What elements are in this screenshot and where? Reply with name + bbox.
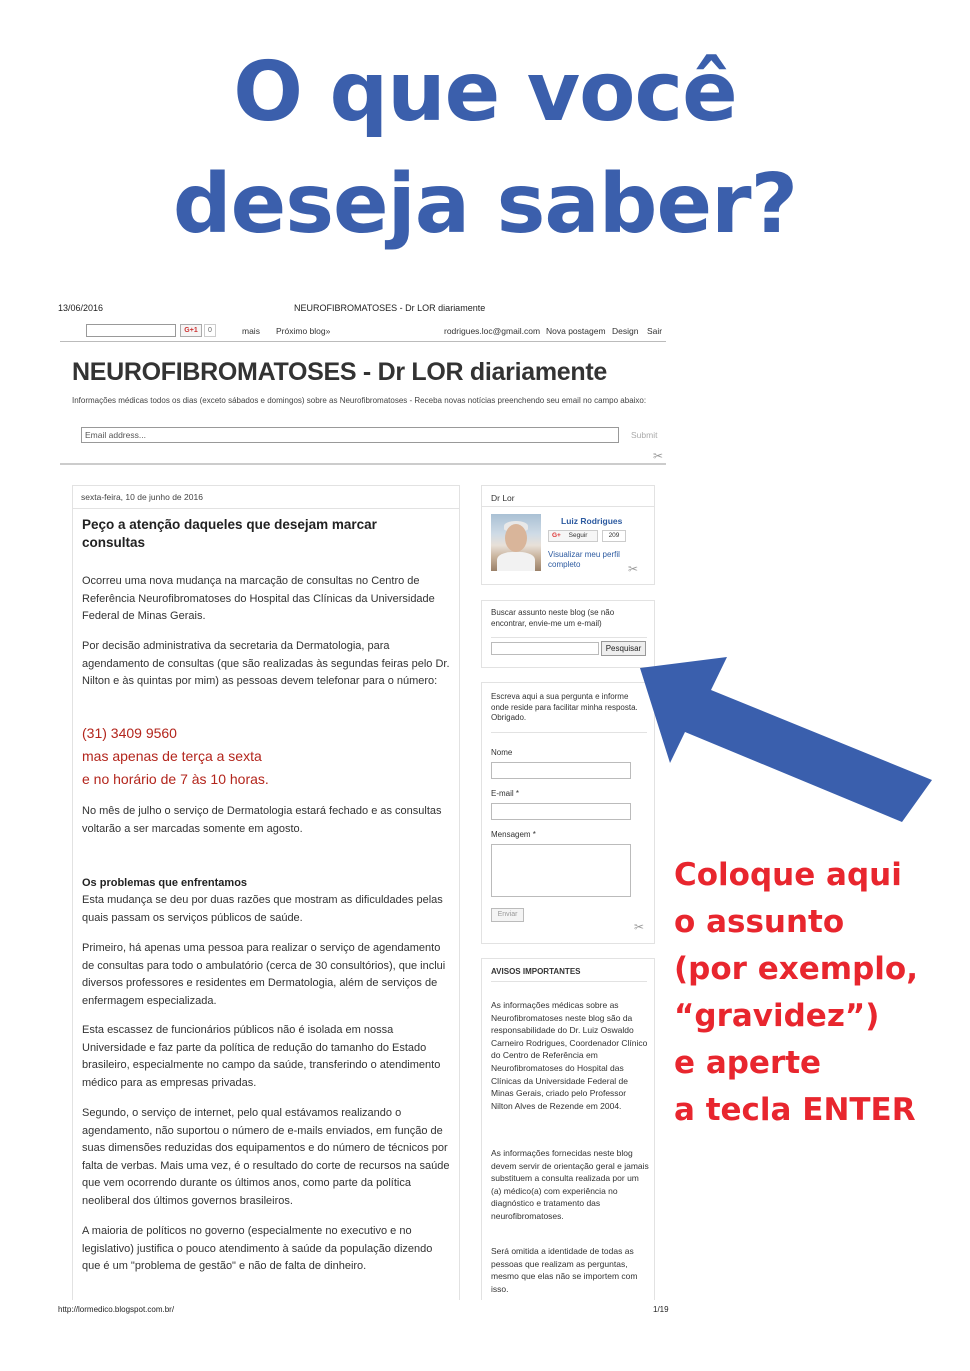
blog-title[interactable]: NEUROFIBROMATOSES - Dr LOR diariamente xyxy=(72,358,607,386)
notices-title: AVISOS IMPORTANTES xyxy=(491,967,581,976)
email-subscribe-input[interactable]: Email address... xyxy=(81,427,619,443)
headline-line-1: O que você xyxy=(233,45,737,140)
blog-description: Informações médicas todos os dias (exceto sábados e domingos) sobre as Neurofibromatoses - Receba novas notícias preenchendo seu email no campo abaixo: xyxy=(72,396,647,405)
email-label: E-mail * xyxy=(491,789,520,798)
contact-divider xyxy=(491,732,647,733)
view-profile-link[interactable]: Visualizar meu perfil completo xyxy=(548,550,620,569)
send-button[interactable]: Enviar xyxy=(491,908,524,922)
gplus-count: 0 xyxy=(204,324,216,337)
post-paragraph-7: Segundo, o serviço de internet, pelo qual estávamos realizando o agendamento, não suportou o número de e-mails enviados, em função de suas dimensões reduzidas dos equipamentos e do número de técnicos por falta de verbas. Mais uma vez, é o resultado do corte de recursos na saúde que vem ocorrendo durante os últimos anos, como parte da política neoliberal dos últimos governos brasileiros. xyxy=(82,1107,450,1207)
blog-post xyxy=(72,485,460,1300)
email-submit-button[interactable]: Submit xyxy=(631,430,658,440)
post-phone-days: mas apenas de terça a sexta xyxy=(82,748,262,764)
header-divider xyxy=(60,463,666,465)
follow-label: Seguir xyxy=(568,532,588,539)
navbar-search-input[interactable] xyxy=(86,324,176,337)
post-phone-hours: e no horário de 7 às 10 horas. xyxy=(82,771,269,787)
gplus-icon: G+ xyxy=(552,532,561,539)
post-paragraph-4: Esta mudança se deu por duas razões que mostram as dificuldades pelas quais passam os serviços públicos de saúde. xyxy=(82,894,443,924)
profile-widget-title: Dr Lor xyxy=(491,493,515,503)
callout-line-3: (por exemplo, xyxy=(674,951,918,987)
profile-widget xyxy=(481,485,655,585)
logout-link[interactable]: Sair xyxy=(647,326,663,336)
search-button[interactable]: Pesquisar xyxy=(601,641,646,656)
print-date: 13/06/2016 xyxy=(58,303,104,313)
wrench-screwdriver-icon[interactable]: ✂ xyxy=(653,449,664,463)
avatar[interactable] xyxy=(491,514,541,571)
notice-1: As informações médicas sobre as Neurofibromatoses neste blog são da responsabilidade do Dr. Luiz Oswaldo Carneiro Rodrigues, Coordenador Clínico do Centro de Referência em Neurofibromatoses do Hospital das Clínicas da Universidade Federal de Minas Gerais, criado pelo Professor Nilton Alves de Rezende em 2004. xyxy=(491,1000,648,1111)
headline-line-2: deseja saber? xyxy=(172,157,798,252)
name-label: Nome xyxy=(491,748,513,757)
footer-url: http://lormedico.blogspot.com.br/ xyxy=(58,1305,175,1314)
post-date: sexta-feira, 10 de junho de 2016 xyxy=(81,492,203,502)
notice-3: Será omitida a identidade de todas as pessoas que realizam as perguntas, mesmo que elas não se importem com isso. xyxy=(491,1246,638,1294)
wrench-screwdriver-icon[interactable]: ✂ xyxy=(628,562,639,576)
callout-instruction xyxy=(674,852,918,1134)
post-subheading: Os problemas que enfrentamos xyxy=(82,877,248,889)
contact-intro: Escreva aqui a sua pergunta e informe onde reside para facilitar minha resposta. Obrigado. xyxy=(491,692,638,722)
message-field[interactable] xyxy=(491,844,631,897)
footer-page-number: 1/19 xyxy=(653,1305,669,1314)
search-widget-label: Buscar assunto neste blog (se não encontrar, envie-me um e-mail) xyxy=(491,608,615,628)
message-label: Mensagem * xyxy=(491,830,536,839)
post-paragraph-8: A maioria de políticos no governo (especialmente no executivo e no legislativo) justifica o pouco atendimento à saúde da população dizendo que é um "problema de gestão" e não de falta de dinheiro. xyxy=(82,1225,433,1272)
wrench-screwdriver-icon[interactable]: ✂ xyxy=(634,920,645,934)
gplus-button[interactable]: G+1 xyxy=(180,324,202,337)
notice-2: As informações fornecidas neste blog devem servir de orientação geral e jamais substituem a consulta realizada por um (a) médico(a) com experiência no diagnóstico e tratamento das neurofibromatoses. xyxy=(491,1148,649,1221)
email-field[interactable] xyxy=(491,803,631,820)
design-link[interactable]: Design xyxy=(612,326,639,336)
name-field[interactable] xyxy=(491,762,631,779)
post-paragraph-2: Por decisão administrativa da secretaria da Dermatologia, para agendamento de consultas (que são realizadas às segundas feiras pelo Dr. Nilton e às quintas por mim) as pessoas devem telefonar para o número: xyxy=(82,640,450,687)
navbar-divider xyxy=(60,341,666,342)
post-title[interactable]: Peço a atenção daqueles que desejam marcar consultas xyxy=(82,517,377,550)
profile-divider xyxy=(482,506,654,507)
post-phone: (31) 3409 9560 xyxy=(82,725,177,741)
blog-search-input[interactable] xyxy=(491,642,599,655)
next-blog-link[interactable]: Próximo blog» xyxy=(276,326,331,336)
notices-widget xyxy=(481,958,655,1300)
follower-count: 209 xyxy=(602,530,626,542)
callout-line-4: “gravidez”) xyxy=(674,998,880,1034)
account-email: rodrigues.loc@gmail.com xyxy=(444,326,541,336)
post-date-divider xyxy=(73,508,459,509)
search-widget xyxy=(481,600,655,668)
callout-line-6: a tecla ENTER xyxy=(674,1092,916,1128)
follow-button[interactable] xyxy=(548,530,598,542)
notices-divider xyxy=(491,981,647,982)
blogger-navbar xyxy=(60,322,666,340)
post-paragraph-6: Esta escassez de funcionários públicos não é isolada em nossa Universidade e faz parte da política de redução do tamanho do Estado brasileiro, especialmente no campo da saúde, transferindo o atendimento médico para as empresas privadas. xyxy=(82,1024,441,1089)
post-paragraph-3: No mês de julho o serviço de Dermatologia estará fechado e as consultas voltarão a ser marcadas somente em agosto. xyxy=(82,805,442,835)
more-link[interactable]: mais xyxy=(242,326,260,336)
profile-name-link[interactable]: Luiz Rodrigues xyxy=(561,516,623,526)
new-post-link[interactable]: Nova postagem xyxy=(546,326,606,336)
contact-form-widget xyxy=(481,682,655,944)
callout-line-1: Coloque aqui xyxy=(674,857,902,893)
print-page-title: NEUROFIBROMATOSES - Dr LOR diariamente xyxy=(294,303,486,313)
callout-line-2: o assunto xyxy=(674,904,845,940)
callout-line-5: e aperte xyxy=(674,1045,822,1081)
post-paragraph-1: Ocorreu uma nova mudança na marcação de consultas no Centro de Referência Neurofibromatoses do Hospital das Clínicas da Universidade Federal de Minas Gerais. xyxy=(82,575,435,622)
post-paragraph-5: Primeiro, há apenas uma pessoa para realizar o serviço de agendamento de consultas para todo o ambulatório (cerca de 30 consultórios), que inclui diversos professores e residentes em Dermatologia, além de serviços de enfermagem especializada. xyxy=(82,942,446,1007)
search-divider xyxy=(491,637,647,638)
